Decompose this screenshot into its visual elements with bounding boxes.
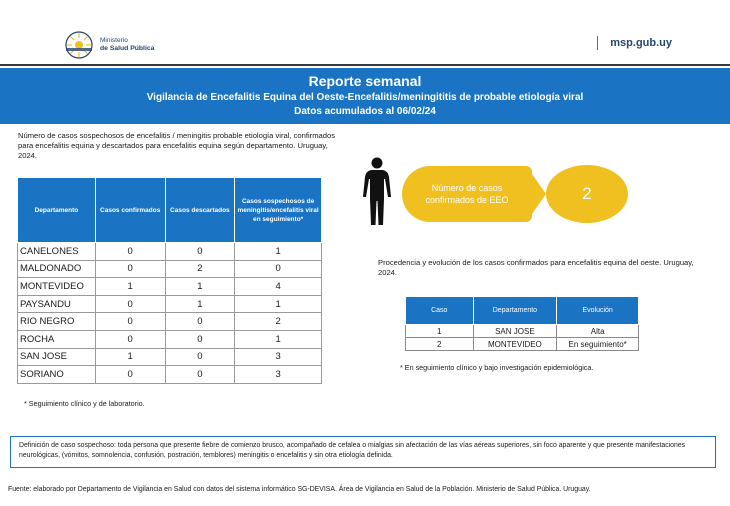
- cell-discarded: 0: [165, 366, 235, 384]
- ministry-logo: [64, 30, 154, 60]
- report-banner: [0, 68, 730, 124]
- cell-discarded: 1: [165, 278, 235, 296]
- cell-evolution: Alta: [557, 325, 639, 338]
- header-case: Caso: [406, 297, 474, 325]
- uruguay-seal-icon: [64, 30, 94, 60]
- cell-department: MONTEVIDEO: [18, 278, 96, 296]
- cell-confirmed: 0: [95, 295, 165, 313]
- cases-table-header: [406, 297, 639, 325]
- cell-department: MONTEVIDEO: [473, 338, 557, 351]
- report-title: Reporte semanal: [308, 73, 422, 89]
- person-silhouette-icon: [362, 157, 392, 232]
- table-row: [18, 243, 322, 261]
- report-subtitle: Vigilancia de Encefalitis Equina del Oeste-Encefalitis/meningititis de probable etiología viral: [146, 92, 584, 103]
- source-note: Fuente: elaborado por Departamento de Vigilancia en Salud con datos del sistema informático SG-DEVISA. Área de Vigilancia en Salud de la Población. Ministerio de Salud Pública. Uruguay.: [8, 486, 591, 493]
- header-department: Departamento: [473, 297, 557, 325]
- table-row: [406, 325, 639, 338]
- cell-discarded: 0: [165, 313, 235, 331]
- cell-department: SAN JOSE: [18, 348, 96, 366]
- cell-department: SORIANO: [18, 366, 96, 384]
- cell-suspected: 1: [235, 243, 322, 261]
- table-row: [18, 348, 322, 366]
- cell-suspected: 3: [235, 366, 322, 384]
- header-suspected: Casos sospechosos de meningitis/encefalitis viral en seguimiento*: [235, 178, 322, 243]
- cell-discarded: 0: [165, 348, 235, 366]
- table-row: [18, 313, 322, 331]
- department-table-header: [18, 178, 322, 243]
- cell-confirmed: 0: [95, 260, 165, 278]
- cell-suspected: 4: [235, 278, 322, 296]
- site-url[interactable]: msp.gub.uy: [597, 36, 672, 50]
- cell-department: ROCHA: [18, 330, 96, 348]
- header-department: Departamento: [18, 178, 96, 243]
- header-confirmed: Casos confirmados: [95, 178, 165, 243]
- cell-suspected: 3: [235, 348, 322, 366]
- cell-confirmed: 1: [95, 278, 165, 296]
- case-definition: Definición de caso sospechoso: toda persona que presente fiebre de comienzo brusco, acompañado de cefalea o mialgias sin afectación de las vías aéreas superiores, sin foco aparente y que presente manifestaciones neurológicas, (vómitos, somnolencia, confusión, postración, temblores) meningitis o encefalitis y sin otra etiología definida.: [10, 436, 716, 468]
- logo-text: [100, 37, 154, 53]
- table-row: [406, 338, 639, 351]
- cell-suspected: 0: [235, 260, 322, 278]
- intro-text: Número de casos sospechosos de encefalitis / meningitis probable etiología viral, confirmados para encefalitis equina y descartados para encefalitis equina según departamento. Uruguay, 2024.: [18, 131, 335, 160]
- cell-department: PAYSANDU: [18, 295, 96, 313]
- cell-confirmed: 0: [95, 366, 165, 384]
- cell-department: CANELONES: [18, 243, 96, 261]
- cell-discarded: 1: [165, 295, 235, 313]
- header-evolution: Evolución: [557, 297, 639, 325]
- cell-discarded: 2: [165, 260, 235, 278]
- table-row: [18, 366, 322, 384]
- logo-line2: de Salud Pública: [100, 45, 155, 52]
- cell-confirmed: 0: [95, 330, 165, 348]
- logo-line1: Ministerio: [100, 37, 128, 44]
- provenance-text: Procedencia y evolución de los casos confirmados para encefalitis equina del oeste. Uruguay, 2024.: [378, 258, 694, 277]
- cell-discarded: 0: [165, 243, 235, 261]
- table-row: [18, 295, 322, 313]
- table-row: [18, 330, 322, 348]
- cell-case: 1: [406, 325, 474, 338]
- cell-suspected: 1: [235, 295, 322, 313]
- cell-suspected: 1: [235, 330, 322, 348]
- department-table-footnote: * Seguimiento clínico y de laboratorio.: [24, 399, 145, 408]
- table-row: [18, 260, 322, 278]
- cases-table: [405, 296, 639, 351]
- confirmed-cases-label: [402, 166, 532, 222]
- cell-evolution: En seguimiento*: [557, 338, 639, 351]
- confirmed-cases-value: 2: [546, 165, 628, 223]
- cases-table-footnote: * En seguimiento clínico y bajo investigación epidemiológica.: [400, 363, 594, 372]
- department-table: [17, 177, 322, 384]
- cell-department: MALDONADO: [18, 260, 96, 278]
- cell-confirmed: 1: [95, 348, 165, 366]
- cell-suspected: 2: [235, 313, 322, 331]
- header-discarded: Casos descartados: [165, 178, 235, 243]
- cell-discarded: 0: [165, 330, 235, 348]
- top-bar: [0, 0, 730, 66]
- cell-department: RIO NEGRO: [18, 313, 96, 331]
- confirmed-cases-label-text: Número de casos confirmados de EEO: [425, 183, 509, 205]
- cell-department: SAN JOSE: [473, 325, 557, 338]
- cell-confirmed: 0: [95, 243, 165, 261]
- cell-case: 2: [406, 338, 474, 351]
- report-date: Datos acumulados al 06/02/24: [294, 106, 436, 117]
- cell-confirmed: 0: [95, 313, 165, 331]
- table-row: [18, 278, 322, 296]
